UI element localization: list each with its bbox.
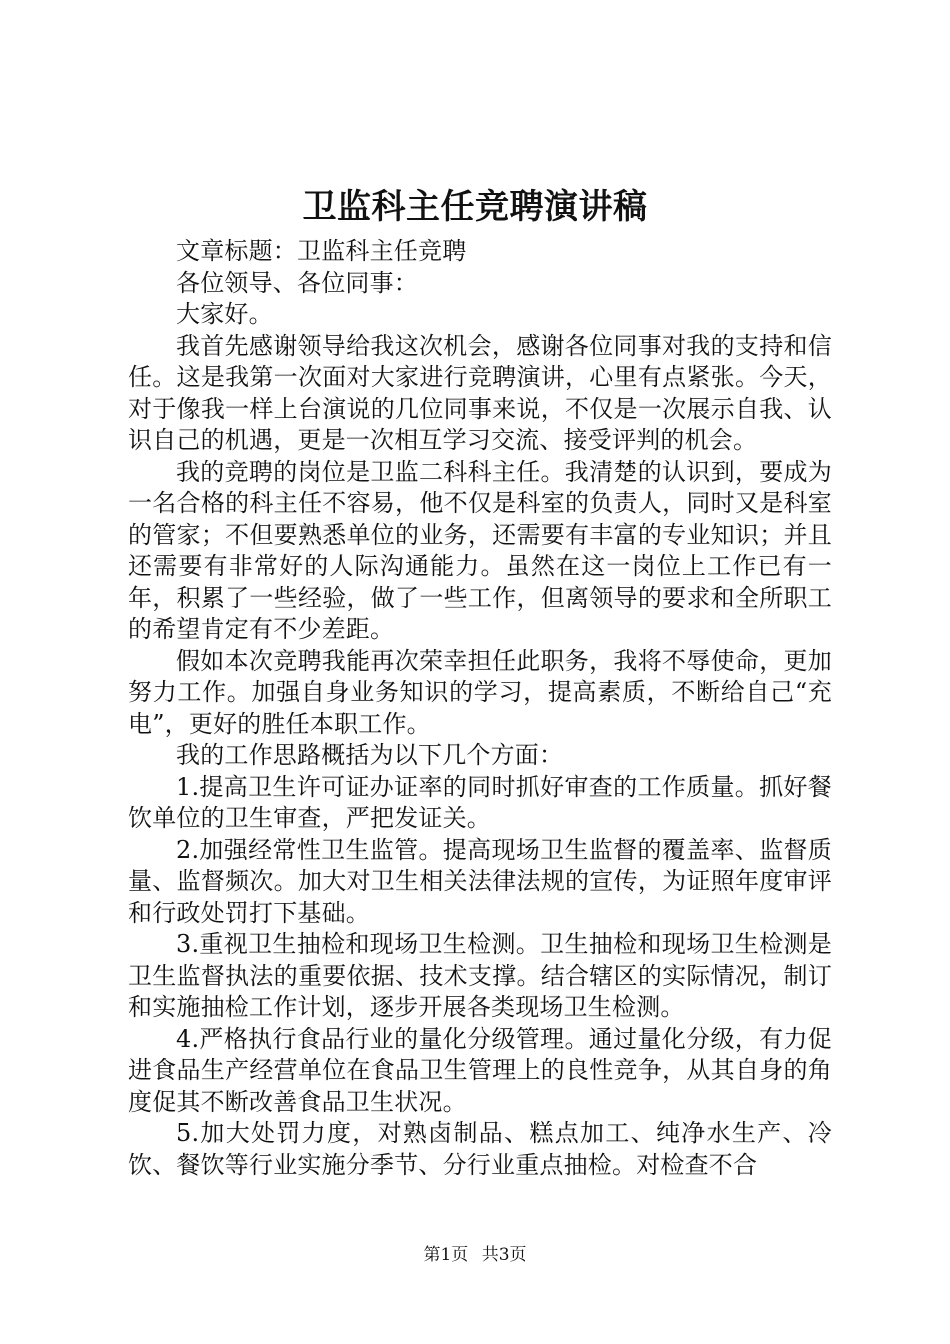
paragraph-thanks: 我首先感谢领导给我这次机会，感谢各位同事对我的支持和信任。这是我第一次面对大家进行竞聘演讲，心里有点紧张。今天，对于像我一样上台演说的几位同事来说，不仅是一次展示自我、认识自己的机遇，更是一次相互学习交流、接受评判的机会。 bbox=[128, 331, 832, 454]
page-total: 共3页 bbox=[481, 1245, 527, 1265]
paragraph-commitment: 假如本次竞聘我能再次荣幸担任此职务，我将不辱使命，更加努力工作。加强自身业务知识的学习，提高素质，不断给自己“充电”，更好的胜任本职工作。 bbox=[128, 646, 832, 738]
paragraph-position: 我的竞聘的岗位是卫监二科科主任。我清楚的认识到，要成为一名合格的科主任不容易，他不仅是科室的负责人，同时又是科室的管家；不但要熟悉单位的业务，还需要有丰富的专业知识；并且还需要有非常好的人际沟通能力。虽然在这一岗位上工作已有一年，积累了一些经验，做了一些工作，但离领导的要求和全所职工的希望肯定有不少差距。 bbox=[128, 457, 832, 643]
paragraph-work-plan-intro: 我的工作思路概括为以下几个方面： bbox=[176, 741, 564, 769]
paragraph-plan-item-3: 3.重视卫生抽检和现场卫生检测。卫生抽检和现场卫生检测是卫生监督执法的重要依据、技术支撑。结合辖区的实际情况，制订和实施抽检工作计划，逐步开展各类现场卫生检测。 bbox=[128, 930, 832, 1021]
paragraph-salutation: 各位领导、各位同事： bbox=[176, 268, 418, 297]
document-title: 卫监科主任竞聘演讲稿 bbox=[302, 187, 648, 227]
document-body bbox=[128, 236, 832, 1181]
paragraph-plan-item-1: 1.提高卫生许可证办证率的同时抓好审查的工作质量。抓好餐饮单位的卫生审查，严把发证关。 bbox=[128, 772, 832, 832]
paragraph-greeting: 大家好。 bbox=[176, 300, 273, 328]
page-footer bbox=[0, 1243, 950, 1267]
page-number: 第1页 bbox=[423, 1245, 469, 1265]
paragraph-plan-item-4: 4.严格执行食品行业的量化分级管理。通过量化分级，有力促进食品生产经营单位在食品卫生管理上的良性竞争，从其自身的角度促其不断改善食品卫生状况。 bbox=[128, 1024, 832, 1116]
paragraph-article-title: 文章标题：卫监科主任竞聘 bbox=[176, 237, 467, 265]
paragraph-plan-item-5: 5.加大处罚力度，对熟卤制品、糕点加工、纯净水生产、冷饮、餐饮等行业实施分季节、分行业重点抽检。对检查不合 bbox=[128, 1119, 832, 1179]
paragraph-plan-item-2: 2.加强经常性卫生监管。提高现场卫生监督的覆盖率、监督质量、监督频次。加大对卫生相关法律法规的宣传，为证照年度审评和行政处罚打下基础。 bbox=[128, 835, 832, 927]
